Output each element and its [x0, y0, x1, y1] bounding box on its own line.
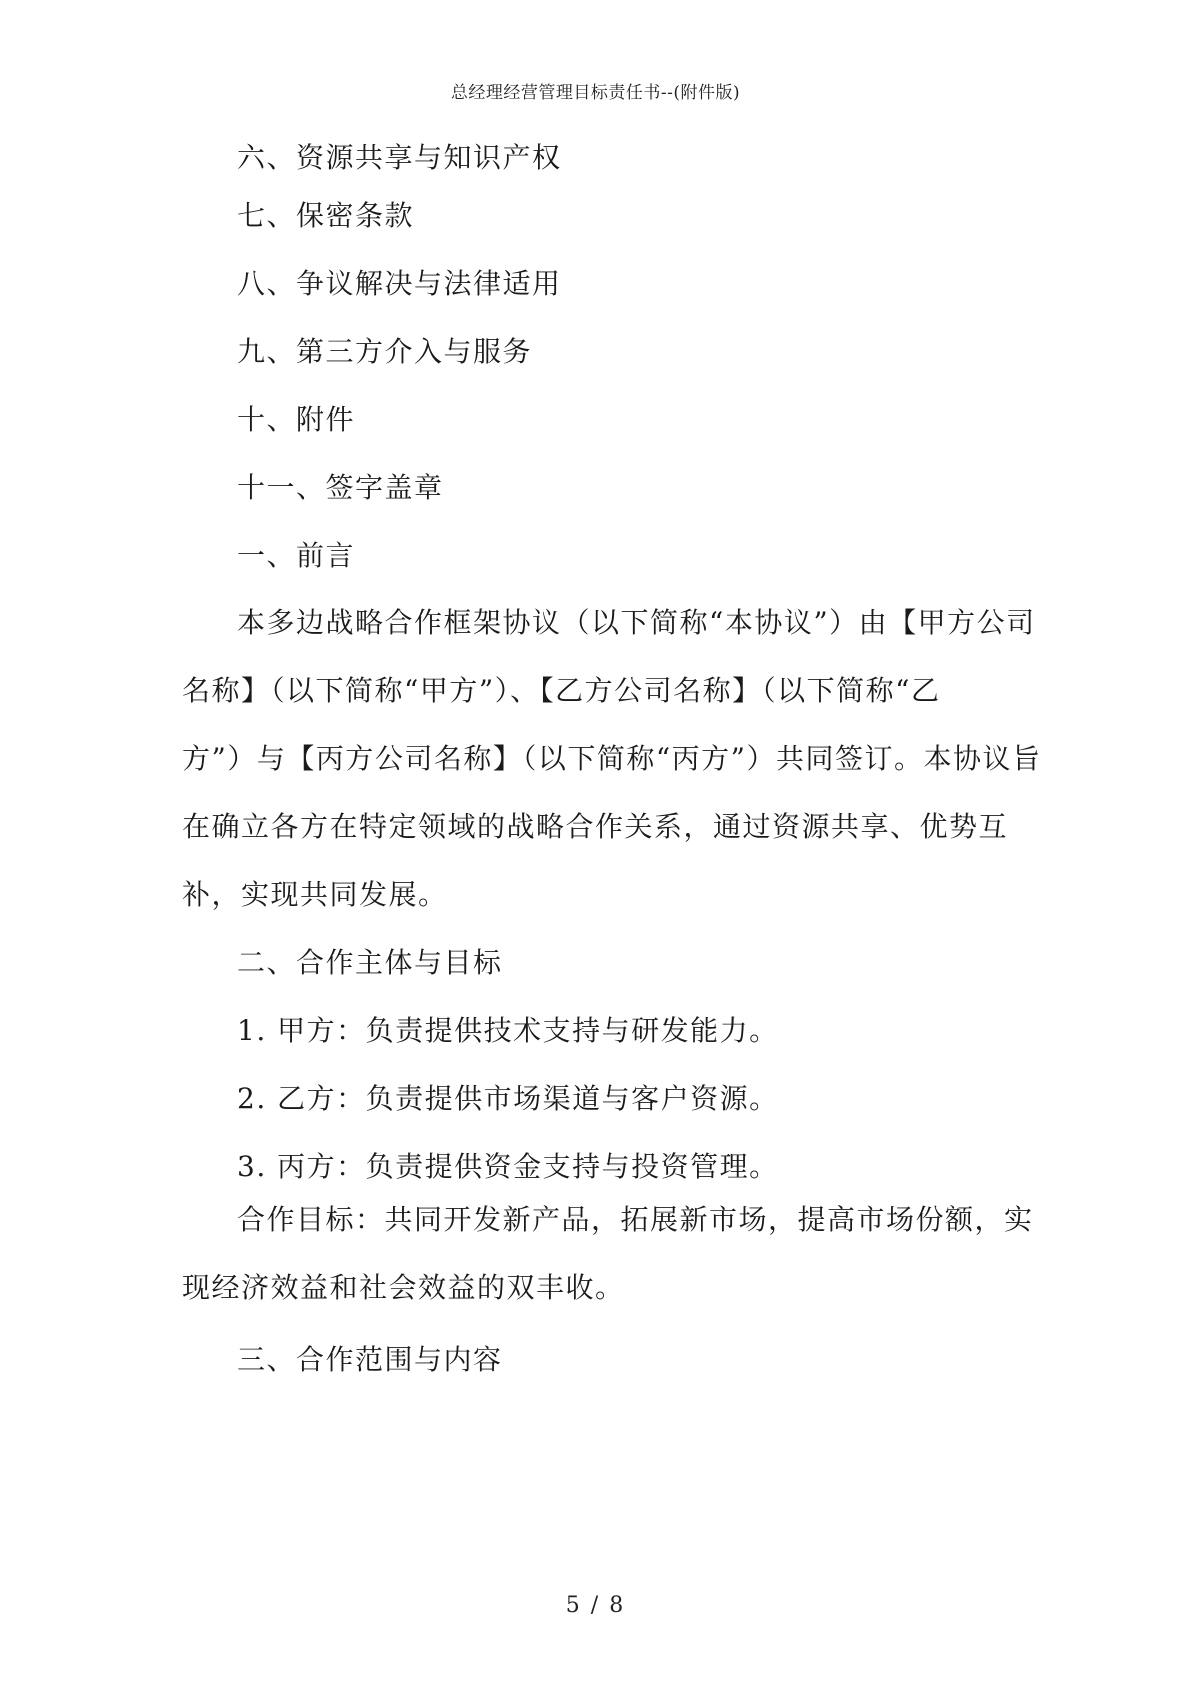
list-item: 2. 乙方：负责提供市场渠道与客户资源。 — [237, 1082, 779, 1115]
paragraph-line: 方”）与【丙方公司名称】（以下简称“丙方”）共同签订。本协议旨 — [182, 742, 1042, 775]
heading-parties-goals: 二、合作主体与目标 — [237, 946, 503, 979]
paragraph-line: 补，实现共同发展。 — [182, 878, 448, 911]
paragraph-line: 在确立各方在特定领域的战略合作关系，通过资源共享、优势互 — [182, 810, 1009, 843]
paragraph-line: 现经济效益和社会效益的双丰收。 — [182, 1271, 625, 1304]
paragraph-line: 本多边战略合作框架协议（以下简称“本协议”）由【甲方公司 — [237, 606, 1036, 639]
heading-section-6: 六、资源共享与知识产权 — [237, 141, 562, 174]
heading-section-7: 七、保密条款 — [237, 199, 415, 232]
list-item: 1. 甲方：负责提供技术支持与研发能力。 — [237, 1014, 779, 1047]
paragraph-line: 名称】（以下简称“甲方”）、【乙方公司名称】（以下简称“乙 — [182, 674, 941, 707]
heading-scope-content: 三、合作范围与内容 — [237, 1343, 503, 1376]
heading-preface: 一、前言 — [237, 539, 356, 572]
page-number: 5 / 8 — [565, 1593, 626, 1618]
heading-section-8: 八、争议解决与法律适用 — [237, 267, 562, 300]
heading-section-9: 九、第三方介入与服务 — [237, 335, 533, 368]
heading-section-10: 十、附件 — [237, 403, 356, 436]
list-item: 3. 丙方：负责提供资金支持与投资管理。 — [237, 1150, 779, 1183]
paragraph-line: 合作目标：共同开发新产品，拓展新市场，提高市场份额，实 — [237, 1203, 1034, 1236]
heading-section-11: 十一、签字盖章 — [237, 471, 444, 504]
page-header: 总经理经营管理目标责任书--(附件版) — [450, 83, 741, 103]
